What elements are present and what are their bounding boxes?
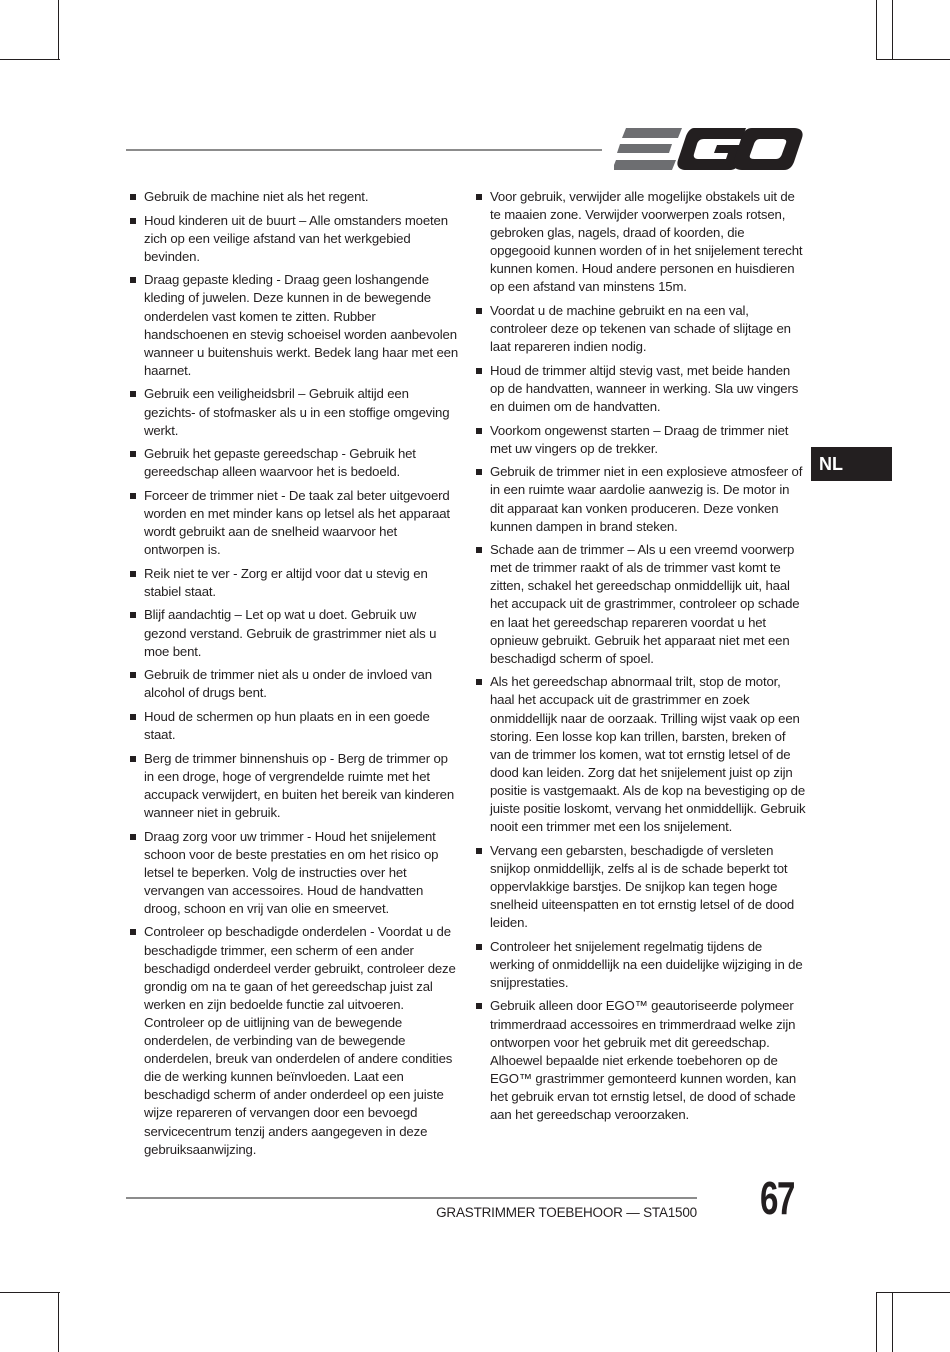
crop-mark [892, 0, 893, 60]
crop-mark [0, 1292, 60, 1293]
bullet-icon [130, 451, 136, 457]
crop-mark [876, 59, 950, 60]
bullet-icon [130, 672, 136, 678]
list-item: Als het gereedschap abnormaal trilt, stop de motor, haal het accupack uit de grastrimmer en zoek onmiddellijk naar de oorzaak. Trilling wijst vaak op een storing. Een losse kop kan trillen, barsten, breken of van de trimmer los komen, wat tot ernstig letsel of de dood kan leiden. Zorg dat het snijelement juist op zijn positie is vastgemaakt. Als de kop na bevestiging op de juiste positie loskomt, vervang het onmiddellijk. Gebruik nooit een trimmer met een los snijelement. [476, 673, 806, 836]
list-item: Houd de schermen op hun plaats en in een goede staat. [130, 708, 460, 744]
crop-mark [892, 1292, 893, 1352]
list-item: Vervang een gebarsten, beschadigde of versleten snijkop onmiddellijk, zelfs al is de schade beperkt tot oppervlakkige barstjes. De snijkop kan tegen hoge snelheid uiteenspatten en tot ernstig letsel of de dood leiden. [476, 842, 806, 932]
crop-mark [58, 1292, 59, 1352]
bullet-icon [130, 756, 136, 762]
footer-rule [126, 1197, 697, 1199]
safety-list-right [476, 188, 806, 1124]
right-column [476, 188, 806, 1130]
list-item: Controleer het snijelement regelmatig tijdens de werking of onmiddellijk na een duidelijke wijziging in de snijprestaties. [476, 938, 806, 992]
list-item: Gebruik de machine niet als het regent. [130, 188, 460, 206]
list-item: Voor gebruik, verwijder alle mogelijke obstakels uit de te maaien zone. Verwijder voorwerpen zoals rotsen, gebroken glas, nagels, draad of koorden, die opgegooid kunnen worden of in het snijelement terecht kunnen komen. Houd andere personen en huisdieren op een afstand van minstens 15m. [476, 188, 806, 297]
list-item: Gebruik een veiligheidsbril – Gebruik altijd een gezichts- of stofmasker als u in een stoffige omgeving werkt. [130, 385, 460, 439]
safety-list-left [130, 188, 460, 1159]
bullet-icon [130, 929, 136, 935]
list-item: Schade aan de trimmer – Als u een vreemd voorwerp met de trimmer raakt of als de trimmer vast komt te zitten, schakel het gereedschap onmiddellijk uit, haal het accupack uit de grastrimmer, controleer op schade en laat het gereedschap repareren voordat u het opnieuw gebruikt. Gebruik het apparaat niet met een beschadigd scherm of spoel. [476, 541, 806, 668]
list-item: Reik niet te ver - Zorg er altijd voor dat u stevig en stabiel staat. [130, 565, 460, 601]
bullet-icon [130, 391, 136, 397]
list-item: Forceer de trimmer niet - De taak zal beter uitgevoerd worden en met minder kans op letsel als het apparaat wordt gebruikt aan de snelheid waarvoor het ontworpen is. [130, 487, 460, 559]
crop-mark [58, 0, 59, 60]
list-item: Voorkom ongewenst starten – Draag de trimmer niet met uw vingers op de trekker. [476, 422, 806, 458]
header-rule [126, 149, 602, 151]
bullet-icon [476, 308, 482, 314]
ego-logo [614, 126, 804, 172]
language-tab: NL [811, 447, 892, 481]
list-item: Voordat u de machine gebruikt en na een val, controleer deze op tekenen van schade of slijtage en laat repareren indien nodig. [476, 302, 806, 356]
bullet-icon [130, 612, 136, 618]
bullet-icon [130, 714, 136, 720]
list-item: Controleer op beschadigde onderdelen - Voordat u de beschadigde trimmer, een scherm of een ander beschadigd onderdeel verder gebruikt, controleer deze grondig om na te gaan of het gereedschap juist zal werken en zijn bedoelde functie zal uitvoeren. Controleer op de uitlijning van de bewegende onderdelen, de verbinding van de bewegende onderdelen, breuk van onderdelen of andere condities die de werking kunnen beïnvloeden. Laat een beschadigd scherm of ander onderdeel op een juiste wijze repareren of vervangen door een bevoegd servicecentrum tenzij anders aangegeven in deze gebruiksaanwijzing. [130, 923, 460, 1158]
bullet-icon [130, 493, 136, 499]
bullet-icon [130, 571, 136, 577]
page-number: 67 [760, 1172, 794, 1224]
list-item: Draag gepaste kleding - Draag geen loshangende kleding of juwelen. Deze kunnen in de bewegende onderdelen vast komen te zitten. Rubber handschoenen en stevig schoeisel worden aanbevolen wanneer u buitenshuis werkt. Bedek lang haar met een haarnet. [130, 271, 460, 380]
bullet-icon [476, 848, 482, 854]
list-item: Berg de trimmer binnenshuis op - Berg de trimmer op in een droge, hoge of vergrendelde ruimte met het accupack verwijdert, en buiten het bereik van kinderen wanneer niet in gebruik. [130, 750, 460, 822]
list-item: Blijf aandachtig – Let op wat u doet. Gebruik uw gezond verstand. Gebruik de grastrimmer niet als u moe bent. [130, 606, 460, 660]
crop-mark [876, 0, 877, 60]
bullet-icon [476, 428, 482, 434]
bullet-icon [476, 1003, 482, 1009]
bullet-icon [476, 944, 482, 950]
bullet-icon [476, 368, 482, 374]
footer-title: GRASTRIMMER TOEBEHOOR — STA1500 [436, 1205, 697, 1220]
crop-mark [876, 1292, 877, 1352]
list-item: Gebruik het gepaste gereedschap - Gebruik het gereedschap alleen waarvoor het is bedoeld. [130, 445, 460, 481]
crop-mark [876, 1292, 950, 1293]
crop-mark [0, 59, 60, 60]
list-item: Draag zorg voor uw trimmer - Houd het snijelement schoon voor de beste prestaties en om het risico op letsel te beperken. Volg de instructies over het vervangen van accessoires. Houd de handvatten droog, schoon en vrij van olie en smeervet. [130, 828, 460, 918]
bullet-icon [130, 218, 136, 224]
list-item: Houd de trimmer altijd stevig vast, met beide handen op de handvatten, wanneer in werking. Sla uw vingers en duimen om de handvatten. [476, 362, 806, 416]
bullet-icon [476, 679, 482, 685]
bullet-icon [476, 469, 482, 475]
list-item: Gebruik alleen door EGO™ geautoriseerde polymeer trimmerdraad accessoires en trimmerdraad welke zijn ontworpen voor het gebruik met dit gereedschap. Alhoewel bepaalde niet erkende toebehoren op de EGO™ grastrimmer gemonteerd kunnen worden, kan het gebruik ervan tot ernstig letsel, de dood of schade aan het gereedschap veroorzaken. [476, 997, 806, 1124]
list-item: Houd kinderen uit de buurt – Alle omstanders moeten zich op een veilige afstand van het werkgebied bevinden. [130, 212, 460, 266]
bullet-icon [476, 547, 482, 553]
bullet-icon [130, 834, 136, 840]
list-item: Gebruik de trimmer niet in een explosieve atmosfeer of in een ruimte waar aardolie aanwezig is. De motor in dit apparaat kan vonken produceren. Deze vonken kunnen dampen in brand steken. [476, 463, 806, 535]
list-item: Gebruik de trimmer niet als u onder de invloed van alcohol of drugs bent. [130, 666, 460, 702]
left-column [130, 188, 460, 1164]
bullet-icon [130, 194, 136, 200]
bullet-icon [130, 277, 136, 283]
bullet-icon [476, 194, 482, 200]
